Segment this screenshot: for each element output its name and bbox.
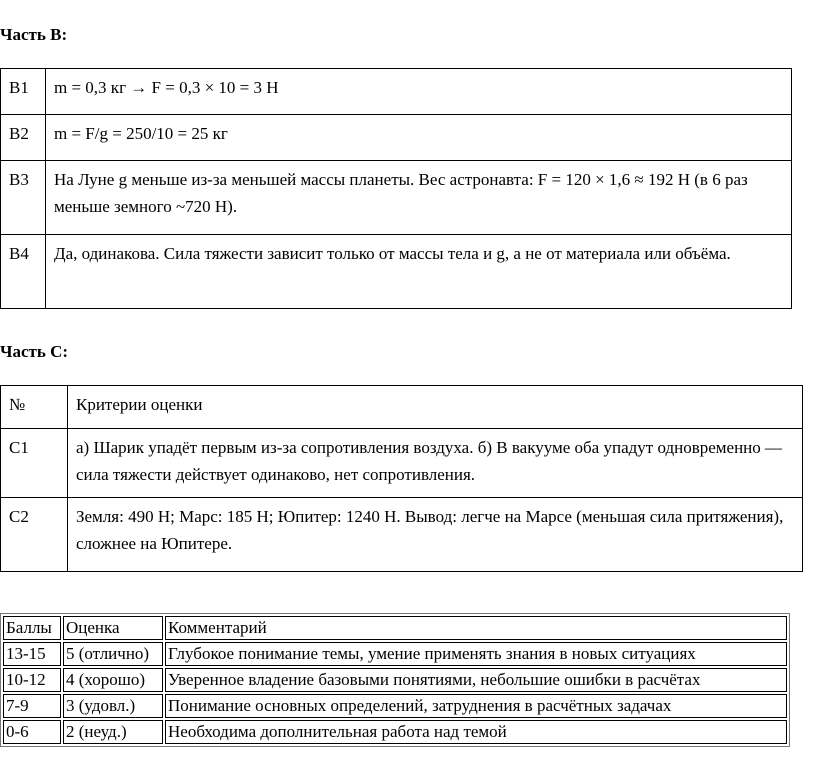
answer-text: m = F/g = 250/10 = 25 кг — [46, 115, 792, 161]
table-row — [3, 668, 787, 692]
grade-cell: 5 (отлично) — [63, 642, 163, 666]
table-row — [3, 642, 787, 666]
comment-cell: Необходима дополнительная работа над темой — [165, 720, 787, 744]
table-header-row — [3, 616, 787, 640]
header-score: Баллы — [3, 616, 61, 640]
table-row — [1, 498, 803, 572]
part-c-table — [0, 385, 803, 572]
question-number: B1 — [1, 69, 46, 115]
comment-cell: Глубокое понимание темы, умение применять знания в новых ситуациях — [165, 642, 787, 666]
comment-cell: Уверенное владение базовыми понятиями, небольшие ошибки в расчётах — [165, 668, 787, 692]
part-c-heading: Часть С: — [0, 342, 69, 361]
question-number: B3 — [1, 161, 46, 235]
header-number: № — [1, 386, 68, 429]
criteria-text: а) Шарик упадёт первым из-за сопротивления воздуха. б) В вакууме оба упадут одновременно — сила тяжести действует одинаково, нет сопротивления. — [68, 429, 803, 498]
table-header-row — [1, 386, 803, 429]
criteria-text: Земля: 490 Н; Марс: 185 Н; Юпитер: 1240 Н. Вывод: легче на Марсе (меньшая сила притяжения), сложнее на Юпитере. — [68, 498, 803, 572]
header-criteria: Критерии оценки — [68, 386, 803, 429]
question-number: С1 — [1, 429, 68, 498]
score-cell: 13-15 — [3, 642, 61, 666]
table-row — [3, 694, 787, 718]
grade-cell: 3 (удовл.) — [63, 694, 163, 718]
table-row — [1, 161, 792, 235]
table-row — [1, 115, 792, 161]
table-row — [1, 235, 792, 309]
table-row — [1, 69, 792, 115]
header-comment: Комментарий — [165, 616, 787, 640]
question-number: С2 — [1, 498, 68, 572]
grade-cell: 2 (неуд.) — [63, 720, 163, 744]
table-row — [1, 429, 803, 498]
answer-text: m = 0,3 кг → F = 0,3 × 10 = 3 Н — [46, 69, 792, 115]
score-cell: 10-12 — [3, 668, 61, 692]
answer-text: На Луне g меньше из-за меньшей массы планеты. Вес астронавта: F = 120 × 1,6 ≈ 192 Н (в 6 раз меньше земного ~720 Н). — [46, 161, 792, 235]
answer-text: Да, одинакова. Сила тяжести зависит только от массы тела и g, а не от материала или объёма. — [46, 235, 792, 309]
comment-cell: Понимание основных определений, затруднения в расчётных задачах — [165, 694, 787, 718]
grade-cell: 4 (хорошо) — [63, 668, 163, 692]
grading-table — [0, 613, 790, 747]
score-cell: 7-9 — [3, 694, 61, 718]
part-b-table — [0, 68, 792, 309]
header-grade: Оценка — [63, 616, 163, 640]
question-number: B2 — [1, 115, 46, 161]
question-number: B4 — [1, 235, 46, 309]
table-row — [3, 720, 787, 744]
score-cell: 0-6 — [3, 720, 61, 744]
part-b-heading: Часть B: — [0, 25, 68, 44]
